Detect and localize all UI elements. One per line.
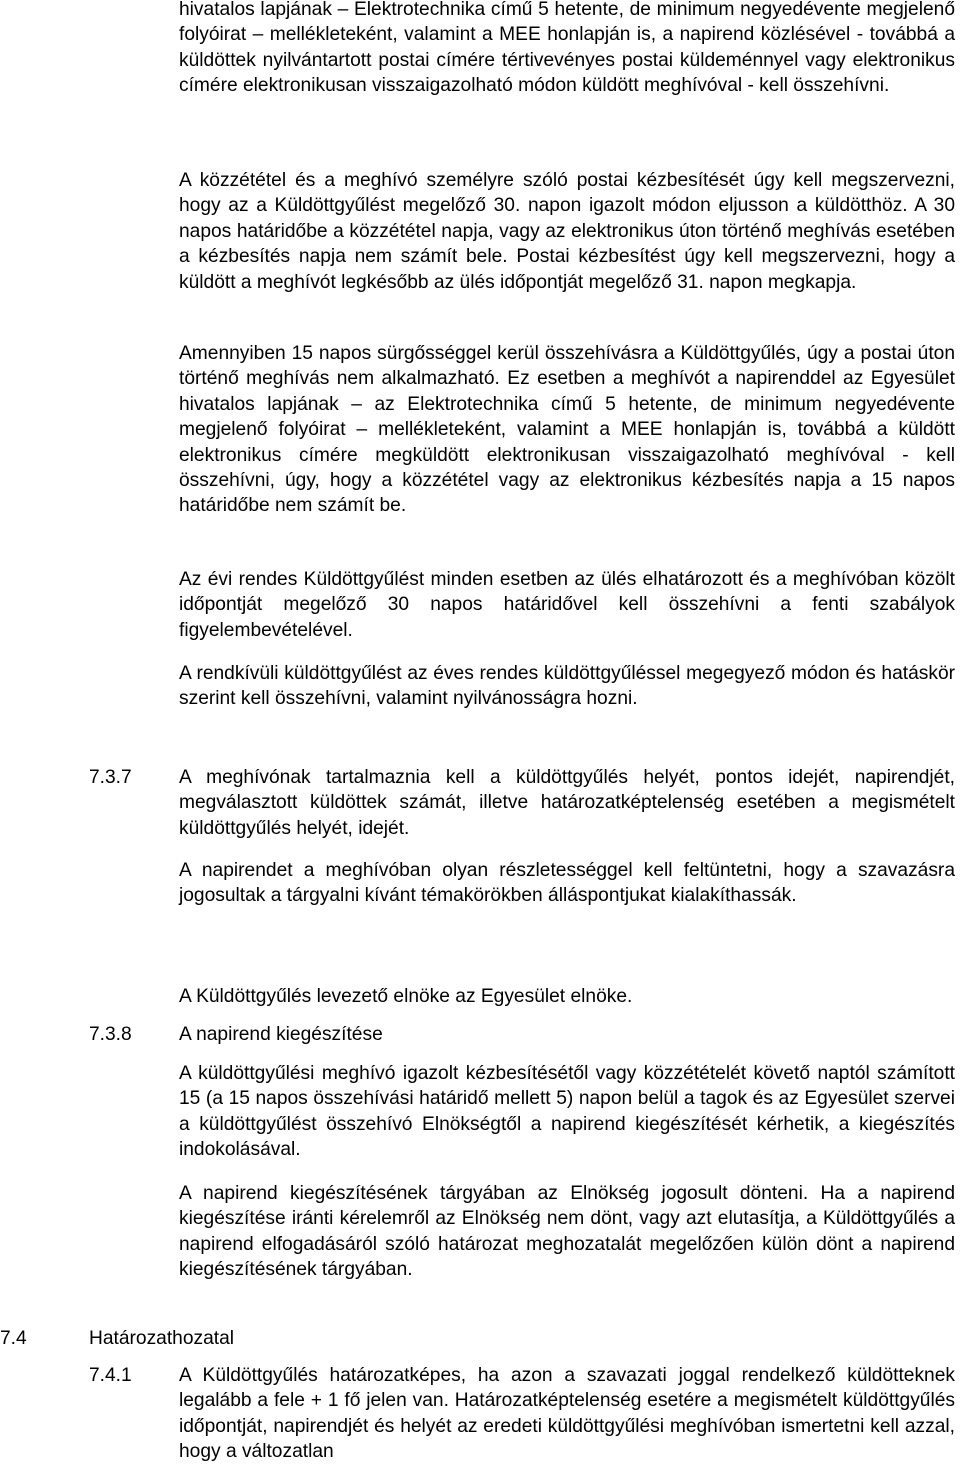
paragraph-chairperson: A Küldöttgyűlés levezető elnöke az Egyesület elnöke. xyxy=(179,986,633,1007)
paragraph-invitation-publication: hivatalos lapjának – Elektrotechnika című 5 hetente, de minimum negyedévente megjelenő folyóirat – mellékleteként, valamint a MEE honlapján is, a napirend közlésével - továbbá a küldöttek nyilvántartott postai címére tértivevényes postai küldeménnyel vagy elektronikus címére elektronikusan visszaigazolható módon küldött meghívóval - kell összehívni. xyxy=(179,0,955,97)
paragraph-delivery-deadline: A közzététel és a meghívó személyre szóló postai kézbesítését úgy kell megszervezni, hogy az a Küldöttgyűlést megelőző 30. napon igazolt módon eljusson a küldötthöz. A 30 napos határidőbe a közzététel napja, vagy az elektronikus úton történő meghívás esetében a kézbesítés napja nem számít bele. Postai kézbesítést úgy kell megszervezni, hogy a küldött a meghívót legkésőbb az ülés időpontját megelőző 31. napon megkapja. xyxy=(179,170,955,293)
paragraph-agenda-detail: A napirendet a meghívóban olyan részletességgel kell feltüntetni, hogy a szavazásra jogosultak a tárgyalni kívánt témakörökben álláspontjukat kialakíthassák. xyxy=(179,860,955,907)
paragraph-invitation-contents: A meghívónak tartalmaznia kell a küldöttgyűlés helyét, pontos idejét, napirendjét, megválasztott küldöttek számát, illetve határozatképtelenség esetében a megismételt küldöttgyűlés helyét, idejét. xyxy=(179,767,955,839)
section-number-7-3-8: 7.3.8 xyxy=(89,1024,132,1045)
section-title-agenda-supplement: A napirend kiegészítése xyxy=(179,1024,383,1045)
paragraph-supplement-request: A küldöttgyűlési meghívó igazolt kézbesítésétől vagy közzétételét követő naptól számított 15 (a 15 napos összehívási határidő mellett 5) napon belül a tagok és az Egyesület szervei a küldöttgyűlést összehívó Elnökségtől a napirend kiegészítését kérhetik, a kiegészítés indokolásával. xyxy=(179,1063,955,1161)
paragraph-quorum: A Küldöttgyűlés határozatképes, ha azon a szavazati joggal rendelkező küldötteknek legalább a fele + 1 fő jelen van. Határozatképtelenség esetére a megismételt küldöttgyűlés időpontját, napirendjét és helyét az eredeti küldöttgyűlési meghívóban ismertetni kell azzal, hogy a változatlan xyxy=(179,1365,955,1463)
paragraph-annual-assembly: Az évi rendes Küldöttgyűlést minden esetben az ülés elhatározott és a meghívóban közölt időpontját megelőző 30 napos határidővel kell összehívni a fenti szabályok figyelembevételével. xyxy=(179,569,955,641)
section-number-7-4-1: 7.4.1 xyxy=(89,1365,132,1386)
section-number-7-3-7: 7.3.7 xyxy=(89,767,132,788)
paragraph-extraordinary-assembly: A rendkívüli küldöttgyűlést az éves rendes küldöttgyűléssel megegyező módon és hatáskör szerint kell összehívni, valamint nyilvánosságra hozni. xyxy=(179,663,955,710)
section-number-7-4: 7.4 xyxy=(0,1328,27,1349)
paragraph-supplement-decision: A napirend kiegészítésének tárgyában az Elnökség jogosult dönteni. Ha a napirend kiegészítése iránti kérelemről az Elnökség nem dönt, vagy azt elutasítja, a Küldöttgyűlés a napirend elfogadásáról szóló határozat meghozatalát megelőzően külön dönt a napirend kiegészítésének tárgyában. xyxy=(179,1183,955,1281)
paragraph-urgent-convening: Amennyiben 15 napos sürgősséggel kerül összehívásra a Küldöttgyűlés, úgy a postai úton történő meghívás nem alkalmazható. Ez esetben a meghívót a napirenddel az Egyesület hivatalos lapjának – az Elektrotechnika című 5 hetente, de minimum negyedévente megjelenő folyóirat – mellékleteként, valamint a MEE honlapján is, továbbá a küldött elektronikus címére megküldött elektronikusan visszaigazolható meghívóval - kell összehívni, úgy, hogy a közzététel vagy az elektronikus kézbesítés napja a 15 napos határidőbe nem számít be. xyxy=(179,343,955,517)
section-title-decision-making: Határozathozatal xyxy=(89,1328,235,1349)
